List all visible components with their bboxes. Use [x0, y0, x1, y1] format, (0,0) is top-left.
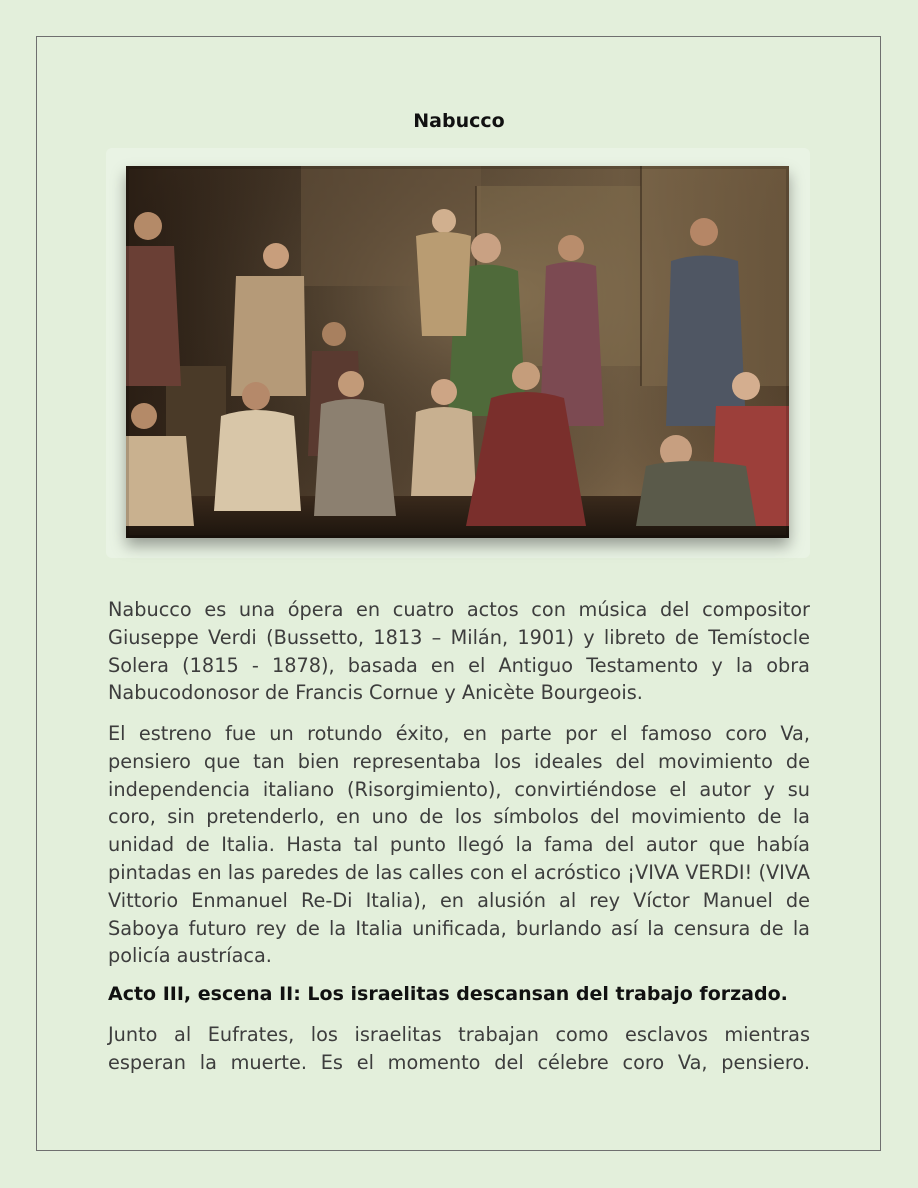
intro-paragraph: Nabucco es una ópera en cuatro actos con música del compositor Giuseppe Verdi (Bussetto, 1813 – Milán, 1901) y libreto de Temístocle Solera (1815 - 1878), basada en el Antiguo Testamento y la obra Nabucodonosor de Francis Cornue y Anicète Bourgeois.: [108, 598, 810, 705]
history-paragraph: El estreno fue un rotundo éxito, en parte por el famoso coro Va, pensiero que tan bien representaba los ideales del movimiento de independencia italiano (Risorgimiento), convirtiéndose el autor y su coro, sin pretenderlo, en uno de los símbolos del movimiento de la unidad de Italia. Hasta tal punto llegó la fama del autor que había pintadas en las paredes de las calles con el acróstico ¡VIVA VERDI! (VIVA Vittorio Enmanuel Re-Di Italia), en alusión al rey Víctor Manuel de Saboya futuro rey de la Italia unificada, burlando así la censura de la policía austríaca.: [108, 722, 810, 968]
document-title: Nabucco: [413, 110, 505, 132]
section-heading: Acto III, escena II: Los israelitas descansan del trabajo forzado.: [108, 983, 788, 1005]
stage-photo: [126, 166, 789, 538]
section-paragraph: Junto al Eufrates, los israelitas trabajan como esclavos mientras esperan la muerte. Es el momento del célebre coro Va, pensiero.: [108, 1023, 810, 1074]
